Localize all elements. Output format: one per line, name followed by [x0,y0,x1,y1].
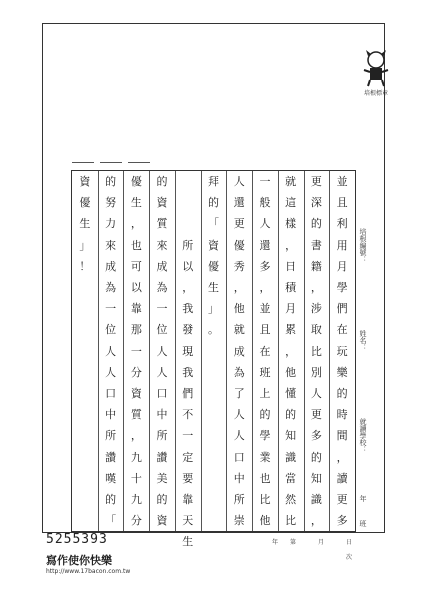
manuscript-cell [72,447,98,470]
manuscript-cell: 力 [105,217,117,231]
manuscript-cell: 生 [79,217,91,231]
manuscript-cell [72,383,98,406]
manuscript-cell: 的 [310,217,322,231]
manuscript-column [123,171,149,531]
footer-day: 日 [346,539,353,546]
brand-url: http://www.17bacon.com.tw [46,568,131,575]
manuscript-column [149,171,175,531]
manuscript-cell: 月 [336,259,348,273]
manuscript-cell: 一 [259,175,271,188]
manuscript-cell: 發 [182,323,194,337]
manuscript-cell: 間 [336,429,348,443]
manuscript-cell: 「 [207,217,219,231]
manuscript-column [278,171,304,531]
manuscript-cell: 當 [285,471,297,485]
manuscript-cell: 現 [182,344,194,358]
manuscript-cell: 樣 [285,217,297,231]
manuscript-cell: 讚 [156,450,168,464]
manuscript-cell: 就 [233,323,245,337]
manuscript-cell: 更 [310,408,322,422]
manuscript-cell: 識 [310,493,322,506]
manuscript-cell: 秀 [233,259,245,273]
manuscript-cell: 籍 [310,259,322,273]
manuscript-cell: 質 [130,408,142,422]
manuscript-column [72,171,98,531]
manuscript-cell: 資 [207,238,219,252]
manuscript-cell: 的 [285,408,297,422]
manuscript-cell: 分 [130,365,142,379]
manuscript-cell: 的 [259,408,271,422]
manuscript-cell: 口 [105,387,117,400]
manuscript-cell [72,404,98,427]
manuscript-cell: 優 [130,175,142,188]
column-divider [252,171,253,531]
manuscript-cell [201,489,227,512]
manuscript-cell: 讚 [105,450,117,464]
manuscript-cell [201,468,227,491]
manuscript-cell: 用 [336,238,348,252]
manuscript-cell: 資 [156,514,168,528]
manuscript-cell: 們 [336,302,348,316]
manuscript-cell: 中 [105,408,117,422]
manuscript-cell [201,510,227,533]
column-divider [149,171,150,531]
manuscript-cell: 玩 [336,344,348,358]
manuscript-cell: 天 [182,514,194,528]
logo-caption: 培根標章 [363,90,388,97]
manuscript-cell: 讀 [336,471,348,485]
column-divider [123,171,124,531]
column-divider [304,171,305,531]
manuscript-cell: 也 [130,238,142,252]
manuscript-cell: 比 [285,514,297,528]
label-name: 姓名： [359,330,367,351]
label-number: 培根編號： [359,228,367,263]
manuscript-cell: 優 [79,196,91,210]
manuscript-cell [201,447,227,470]
manuscript-cell: 十 [130,471,142,485]
manuscript-cell: ， [310,281,322,294]
manuscript-cell [72,468,98,491]
manuscript-cell: 成 [233,344,245,358]
manuscript-cell: 知 [310,471,322,485]
manuscript-cell: 們 [182,387,194,400]
manuscript-cell: 多 [310,429,322,443]
manuscript-cell: ， [285,344,297,358]
manuscript-cell: ！ [79,259,91,273]
manuscript-cell: 崇 [233,514,245,528]
manuscript-cell [72,298,98,321]
manuscript-column [98,171,124,531]
manuscript-cell: 我 [182,365,194,379]
manuscript-cell: 利 [336,217,348,231]
manuscript-cell: 多 [259,259,271,273]
manuscript-cell: 人 [233,175,245,188]
manuscript-cell: 且 [336,196,348,210]
manuscript-cell: 一 [182,429,194,443]
manuscript-cell: 在 [259,344,271,358]
manuscript-cell: 資 [79,175,91,188]
manuscript-cell: 靠 [130,302,142,316]
manuscript-cell: 所 [156,429,168,443]
manuscript-cell: 生 [207,281,219,294]
manuscript-cell: 人 [259,217,271,231]
manuscript-cell: 口 [156,387,168,400]
label-school: 就讀學校： [359,418,367,453]
manuscript-cell: ， [182,281,194,294]
manuscript-cell: 我 [182,302,194,316]
manuscript-cell: 來 [105,238,117,252]
manuscript-cell: 了 [233,387,245,400]
footer-count: 次 [346,554,353,561]
manuscript-cell: 來 [156,238,168,252]
manuscript-cell: 嘆 [105,471,117,485]
manuscript-cell: 的 [105,175,117,188]
manuscript-cell: 努 [105,196,117,210]
manuscript-cell: 的 [310,450,322,464]
divider [100,162,122,163]
manuscript-cell: 為 [105,281,117,294]
manuscript-cell: 更 [233,217,245,231]
manuscript-cell: 且 [259,323,271,337]
manuscript-cell [201,383,227,406]
manuscript-column [304,171,330,531]
manuscript-cell: 學 [259,429,271,443]
manuscript-cell: 懂 [285,387,297,400]
manuscript-cell: 質 [156,217,168,231]
manuscript-column [226,171,252,531]
manuscript-cell [175,171,201,194]
label-class: 班 [359,520,367,527]
manuscript-cell: 的 [156,493,168,506]
manuscript-cell: 更 [310,175,322,188]
manuscript-cell: 月 [285,302,297,316]
column-divider [226,171,227,531]
manuscript-cell: 別 [310,365,322,379]
manuscript-cell [72,425,98,448]
manuscript-cell: 還 [233,196,245,210]
manuscript-cell: 所 [105,429,117,443]
manuscript-cell [72,319,98,342]
manuscript-cell: 位 [105,323,117,337]
manuscript-cell: 成 [156,259,168,273]
manuscript-cell: 的 [105,493,117,506]
manuscript-cell: 一 [130,344,142,358]
manuscript-cell: 九 [130,450,142,464]
manuscript-cell: 以 [130,281,142,294]
column-divider [329,171,330,531]
manuscript-cell: 上 [259,387,271,400]
manuscript-cell: 所 [233,493,245,506]
manuscript-cell: 並 [259,302,271,316]
divider [128,162,150,163]
manuscript-cell: 生 [182,535,194,549]
manuscript-cell: 也 [259,471,271,485]
manuscript-cell: 可 [130,259,142,273]
manuscript-cell: 取 [310,323,322,337]
manuscript-cell [201,362,227,385]
manuscript-cell: 他 [259,514,271,528]
manuscript-cell: 這 [285,196,297,210]
manuscript-column [329,171,355,531]
manuscript-cell: 成 [105,259,117,273]
manuscript-cell: 定 [182,450,194,464]
manuscript-cell: 人 [310,387,322,400]
manuscript-cell: 還 [259,238,271,252]
column-divider [98,171,99,531]
manuscript-cell: 業 [259,450,271,464]
manuscript-cell: 日 [285,259,297,273]
manuscript-cell: 優 [207,259,219,273]
manuscript-cell: 為 [156,281,168,294]
manuscript-cell: 人 [105,344,117,358]
manuscript-column [252,171,278,531]
manuscript-cell [201,341,227,364]
manuscript-cell: 分 [130,514,142,528]
manuscript-cell: 那 [130,323,142,337]
manuscript-cell: 多 [336,514,348,528]
manuscript-cell: 並 [336,175,348,188]
manuscript-cell: 知 [285,429,297,443]
footer-year: 年 [272,539,279,546]
manuscript-cell: 時 [336,408,348,422]
manuscript-cell: 就 [285,175,297,188]
submission-code: 5255393 [46,532,108,547]
manuscript-cell: 中 [233,471,245,485]
manuscript-cell: 涉 [310,302,322,316]
manuscript-cell: 口 [233,450,245,464]
manuscript-cell: 識 [285,450,297,464]
manuscript-cell: 人 [156,344,168,358]
manuscript-cell: ， [285,238,297,252]
manuscript-cell [72,341,98,364]
manuscript-column [175,171,201,549]
manuscript-cell: 以 [182,259,194,273]
manuscript-cell: 比 [259,493,271,506]
manuscript-cell: 所 [182,238,194,252]
manuscript-cell: 累 [285,323,297,337]
manuscript-cell: ， [130,217,142,231]
manuscript-cell: 人 [105,365,117,379]
manuscript-cell: 資 [156,196,168,210]
manuscript-cell: 拜 [207,175,219,188]
divider [72,162,94,163]
manuscript-cell: 不 [182,408,194,422]
manuscript-cell: 資 [130,387,142,400]
manuscript-cell: 」 [79,238,91,252]
manuscript-cell: 生 [130,196,142,210]
brand-slogan: 寫作使你快樂 [46,554,112,567]
manuscript-cell: 在 [336,323,348,337]
manuscript-cell: ， [310,514,322,528]
manuscript-column [201,171,227,531]
manuscript-cell: 更 [336,493,348,506]
manuscript-cell: ， [336,450,348,464]
manuscript-cell: 「 [105,514,117,528]
manuscript-cell: 書 [310,238,322,252]
manuscript-cell: 人 [233,429,245,443]
manuscript-cell: 比 [310,344,322,358]
manuscript-cell: 他 [233,302,245,316]
manuscript-cell: ， [259,281,271,294]
manuscript-cell: 深 [310,196,322,210]
manuscript-cell [175,192,201,215]
manuscript-cell [72,510,98,533]
label-grade: 年 [359,495,367,502]
manuscript-cell [175,213,201,236]
manuscript-cell: 九 [130,493,142,506]
manuscript-cell [72,489,98,512]
manuscript-cell: 班 [259,365,271,379]
footer-no: 第 [290,539,297,546]
manuscript-cell: 中 [156,408,168,422]
manuscript-cell: 要 [182,471,194,485]
manuscript-cell [72,362,98,385]
manuscript-cell [201,404,227,427]
manuscript-cell: 的 [207,196,219,210]
manuscript-cell: 一 [105,302,117,316]
manuscript-cell: 美 [156,471,168,485]
column-divider [175,171,176,531]
column-divider [278,171,279,531]
manuscript-cell: 一 [156,302,168,316]
manuscript-cell: 優 [233,238,245,252]
manuscript-cell: 然 [285,493,297,506]
manuscript-cell: ， [233,281,245,294]
manuscript-cell: 人 [156,365,168,379]
manuscript-cell: 的 [336,387,348,400]
column-divider [201,171,202,531]
manuscript-cell: 學 [336,281,348,294]
manuscript-cell: 積 [285,281,297,294]
manuscript-cell: 樂 [336,365,348,379]
manuscript-cell: 位 [156,323,168,337]
manuscript-cell: 的 [156,175,168,188]
footer-month: 月 [318,539,325,546]
manuscript-cell [72,277,98,300]
manuscript-cell: 」 [207,302,219,316]
manuscript-cell: 靠 [182,493,194,506]
manuscript-cell: 般 [259,196,271,210]
manuscript-cell: 為 [233,365,245,379]
manuscript-cell: 人 [233,408,245,422]
manuscript-cell: ， [130,429,142,443]
manuscript-cell: 。 [207,323,219,337]
manuscript-cell [201,425,227,448]
manuscript-cell: 他 [285,365,297,379]
